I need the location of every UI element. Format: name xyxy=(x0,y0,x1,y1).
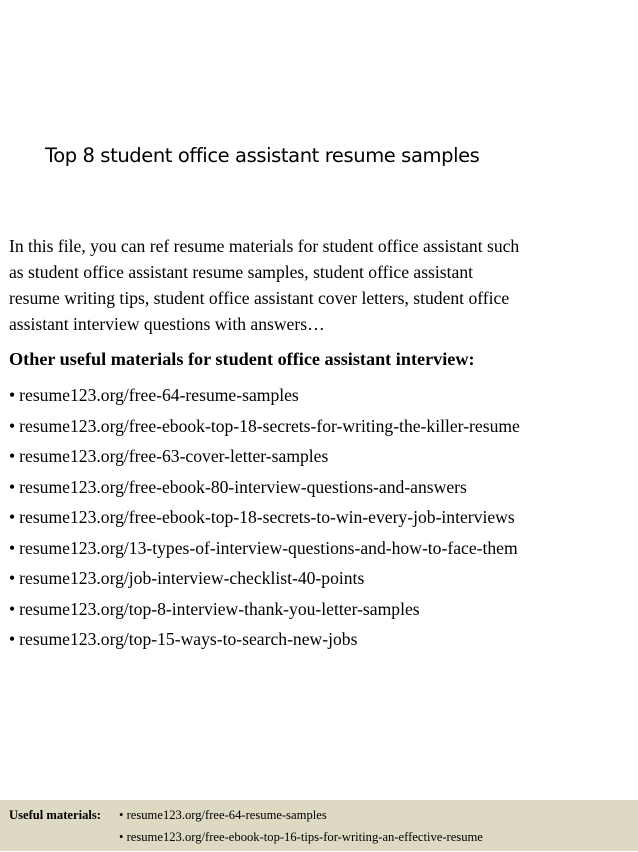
bullet-icon: • xyxy=(9,476,16,497)
bullet-icon: • xyxy=(9,507,16,527)
material-link[interactable]: resume123.org/free-ebook-top-18-secrets-for-writing-the-killer-resume xyxy=(19,415,520,436)
footer-link[interactable]: resume123.org/free-ebook-top-16-tips-for-writing-an-effective-resume xyxy=(126,830,483,844)
bullet-icon: • xyxy=(9,568,16,588)
footer-label-text: Useful materials xyxy=(9,808,97,822)
list-item xyxy=(9,441,520,472)
intro-line: In this file, you can ref resume materials for student office assistant such xyxy=(9,236,520,256)
material-link[interactable]: resume123.org/top-15-ways-to-search-new-jobs xyxy=(19,629,358,649)
list-item xyxy=(9,624,520,655)
list-item xyxy=(9,533,520,564)
bullet-icon: • xyxy=(9,629,16,649)
bullet-icon: • xyxy=(9,537,16,558)
intro-line: as student office assistant resume samples, student office assistant xyxy=(9,262,474,282)
bullet-icon: • xyxy=(119,830,124,844)
material-link[interactable]: resume123.org/free-ebook-80-interview-questions-and-answers xyxy=(19,476,467,497)
material-link[interactable]: resume123.org/13-types-of-interview-questions-and-how-to-face-them xyxy=(19,537,518,558)
footer-list-item xyxy=(119,830,483,852)
bullet-icon: • xyxy=(9,415,16,436)
intro-paragraph xyxy=(9,233,631,337)
footer-list-item xyxy=(119,808,483,830)
material-link[interactable]: resume123.org/free-ebook-top-18-secrets-to-win-every-job-interviews xyxy=(19,507,515,527)
bullet-icon: • xyxy=(119,808,124,822)
footer-links-list xyxy=(119,808,483,852)
bullet-icon: • xyxy=(9,446,16,466)
bullet-icon: • xyxy=(9,598,16,619)
intro-line: resume writing tips, student office assistant cover letters, student office xyxy=(9,288,510,308)
list-item xyxy=(9,411,520,442)
material-link[interactable]: resume123.org/free-63-cover-letter-samples xyxy=(19,446,329,466)
footer-bar xyxy=(0,800,638,851)
material-link[interactable]: resume123.org/free-64-resume-samples xyxy=(19,385,299,405)
intro-line: assistant interview questions with answers… xyxy=(9,314,325,334)
list-item xyxy=(9,472,520,503)
list-item xyxy=(9,380,520,411)
material-link[interactable]: resume123.org/top-8-interview-thank-you-letter-samples xyxy=(19,598,420,619)
footer-label-colon: : xyxy=(96,808,101,822)
list-item xyxy=(9,502,520,533)
page-title: Top 8 student office assistant resume samples xyxy=(45,144,480,167)
list-item xyxy=(9,594,520,625)
footer-link[interactable]: resume123.org/free-64-resume-samples xyxy=(126,808,327,822)
bullet-icon: • xyxy=(9,385,16,405)
footer-label xyxy=(9,808,101,823)
materials-list xyxy=(9,380,520,655)
list-item xyxy=(9,563,520,594)
section-heading: Other useful materials for student office assistant interview: xyxy=(9,349,475,369)
material-link[interactable]: resume123.org/job-interview-checklist-40-points xyxy=(19,568,365,588)
